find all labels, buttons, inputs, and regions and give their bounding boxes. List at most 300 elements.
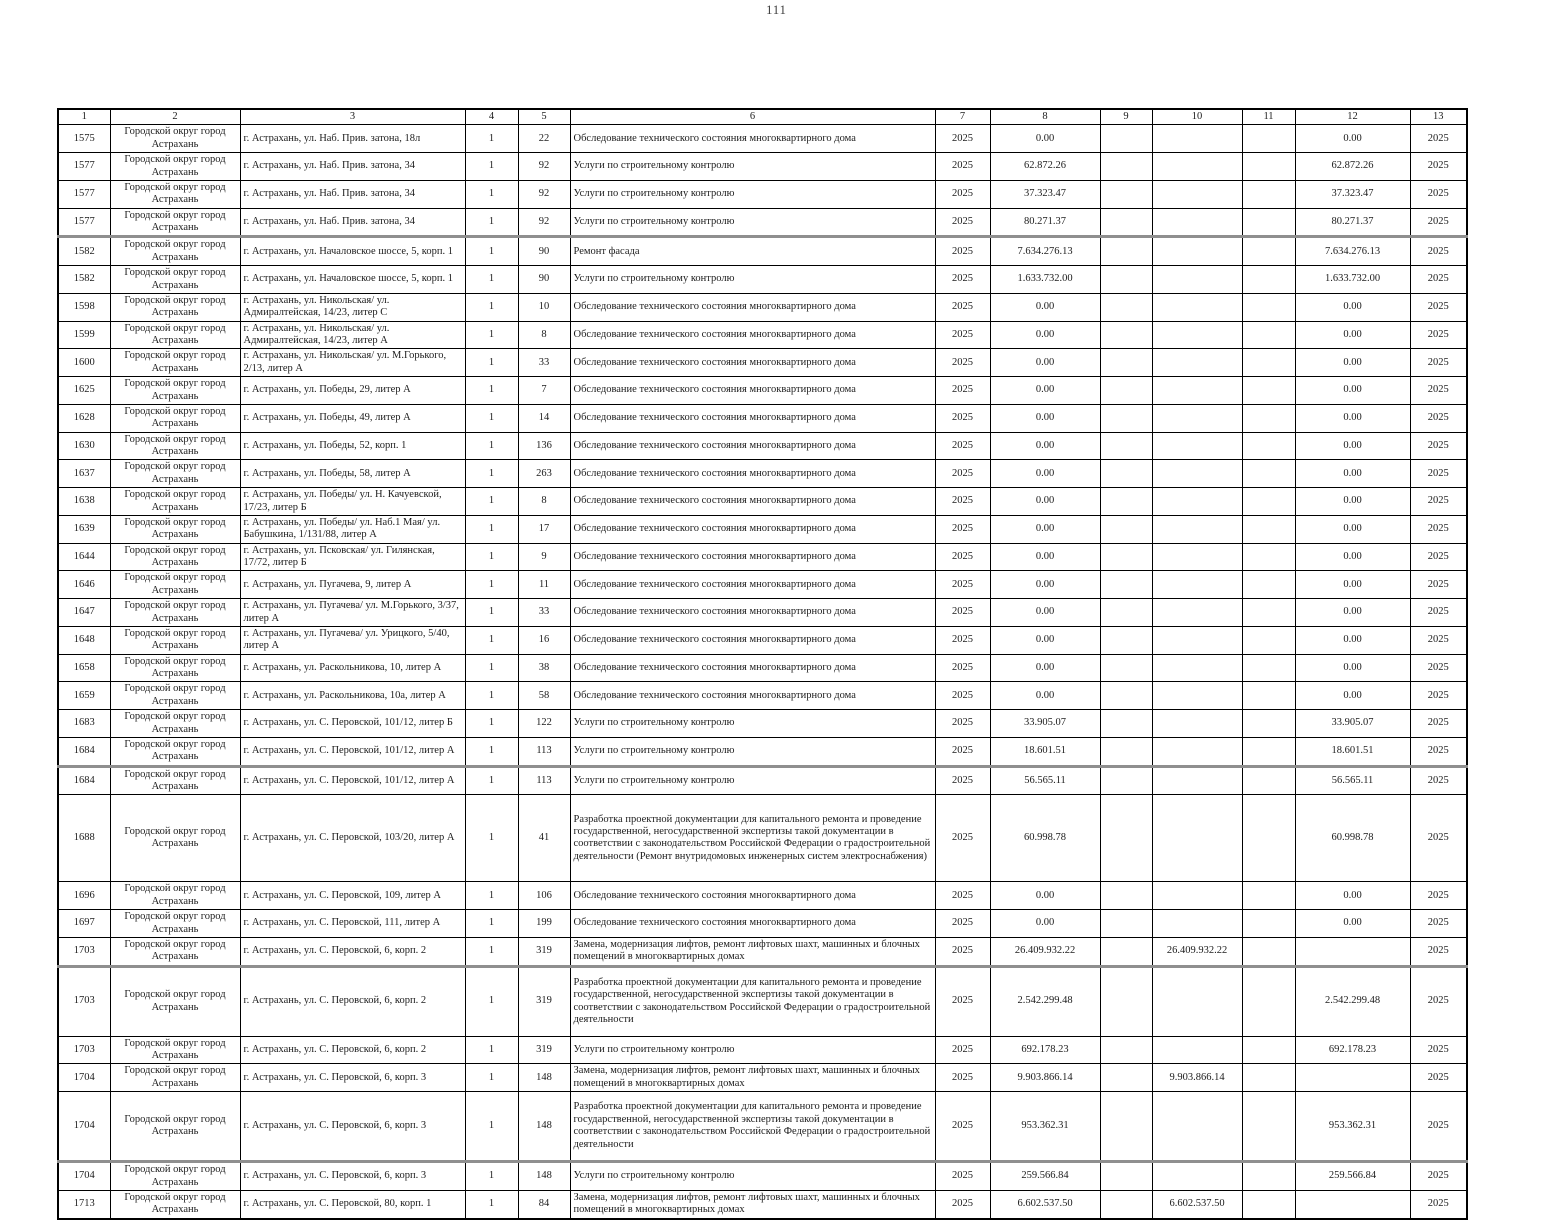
cell-amount-lifts — [1152, 208, 1242, 237]
cell-row-number: 1703 — [58, 937, 110, 966]
cell-col9 — [1100, 293, 1152, 321]
table-row — [58, 1036, 1467, 1064]
cell-col11 — [1242, 710, 1295, 738]
table-row — [58, 404, 1467, 432]
cell-year-end: 2025 — [1410, 404, 1467, 432]
cell-col9 — [1100, 266, 1152, 294]
cell-address: г. Астрахань, ул. Пугачева/ ул. М.Горького, 3/37, литер А — [240, 599, 465, 627]
cell-district: Городской округ город Астрахань — [110, 321, 240, 349]
cell-col5: 263 — [518, 460, 570, 488]
cell-work-type: Разработка проектной документации для капитального ремонта и проведение государственной, негосударственной экспертизы такой документации в соответствии с законодательством Российской Федерации о градостроительной деятельности — [570, 966, 935, 1036]
cell-row-number: 1598 — [58, 293, 110, 321]
cell-row-number: 1696 — [58, 882, 110, 910]
cell-col4: 1 — [465, 515, 518, 543]
cell-amount-total: 259.566.84 — [990, 1162, 1100, 1191]
cell-col11 — [1242, 180, 1295, 208]
cell-col4: 1 — [465, 1092, 518, 1162]
cell-amount-other: 0.00 — [1295, 599, 1410, 627]
cell-amount-lifts — [1152, 1036, 1242, 1064]
cell-district: Городской округ город Астрахань — [110, 180, 240, 208]
cell-col9 — [1100, 377, 1152, 405]
cell-amount-lifts — [1152, 1162, 1242, 1191]
header-col-1: 1 — [58, 109, 110, 125]
cell-year: 2025 — [935, 737, 990, 766]
cell-year: 2025 — [935, 766, 990, 795]
cell-row-number: 1582 — [58, 266, 110, 294]
cell-col4: 1 — [465, 404, 518, 432]
cell-row-number: 1658 — [58, 654, 110, 682]
cell-col5: 58 — [518, 682, 570, 710]
table-row — [58, 180, 1467, 208]
cell-col9 — [1100, 543, 1152, 571]
cell-district: Городской округ город Астрахань — [110, 488, 240, 516]
cell-year: 2025 — [935, 237, 990, 266]
cell-amount-other: 33.905.07 — [1295, 710, 1410, 738]
cell-amount-total: 0.00 — [990, 125, 1100, 153]
header-col-2: 2 — [110, 109, 240, 125]
cell-address: г. Астрахань, ул. Псковская/ ул. Гилянская, 17/72, литер Б — [240, 543, 465, 571]
cell-col4: 1 — [465, 153, 518, 181]
cell-col9 — [1100, 710, 1152, 738]
cell-year-end: 2025 — [1410, 237, 1467, 266]
table-row — [58, 966, 1467, 1036]
cell-year-end: 2025 — [1410, 599, 1467, 627]
cell-year: 2025 — [935, 208, 990, 237]
cell-row-number: 1600 — [58, 349, 110, 377]
cell-year-end: 2025 — [1410, 710, 1467, 738]
cell-amount-other: 80.271.37 — [1295, 208, 1410, 237]
cell-year-end: 2025 — [1410, 1064, 1467, 1092]
cell-col5: 22 — [518, 125, 570, 153]
cell-amount-lifts — [1152, 432, 1242, 460]
cell-year: 2025 — [935, 515, 990, 543]
cell-col11 — [1242, 599, 1295, 627]
cell-col5: 148 — [518, 1092, 570, 1162]
cell-amount-other: 259.566.84 — [1295, 1162, 1410, 1191]
header-col-5: 5 — [518, 109, 570, 125]
cell-amount-lifts — [1152, 795, 1242, 882]
table-row — [58, 710, 1467, 738]
cell-amount-total: 692.178.23 — [990, 1036, 1100, 1064]
cell-amount-total: 62.872.26 — [990, 153, 1100, 181]
table-row — [58, 599, 1467, 627]
cell-col5: 122 — [518, 710, 570, 738]
cell-col9 — [1100, 153, 1152, 181]
cell-col5: 11 — [518, 571, 570, 599]
cell-row-number: 1688 — [58, 795, 110, 882]
table-row — [58, 153, 1467, 181]
cell-col11 — [1242, 153, 1295, 181]
cell-col9 — [1100, 882, 1152, 910]
cell-work-type: Обследование технического состояния многоквартирного дома — [570, 682, 935, 710]
cell-district: Городской округ город Астрахань — [110, 910, 240, 938]
cell-row-number: 1704 — [58, 1092, 110, 1162]
cell-col11 — [1242, 543, 1295, 571]
cell-amount-other: 953.362.31 — [1295, 1092, 1410, 1162]
cell-district: Городской округ город Астрахань — [110, 654, 240, 682]
cell-amount-total: 0.00 — [990, 882, 1100, 910]
cell-amount-lifts — [1152, 293, 1242, 321]
table-row — [58, 432, 1467, 460]
cell-year-end: 2025 — [1410, 153, 1467, 181]
cell-district: Городской округ город Астрахань — [110, 208, 240, 237]
cell-amount-total: 0.00 — [990, 515, 1100, 543]
cell-address: г. Астрахань, ул. Началовское шоссе, 5, корп. 1 — [240, 237, 465, 266]
cell-row-number: 1577 — [58, 208, 110, 237]
cell-col9 — [1100, 321, 1152, 349]
page-number: 111 — [766, 3, 787, 17]
cell-col5: 38 — [518, 654, 570, 682]
cell-year: 2025 — [935, 1092, 990, 1162]
cell-col5: 9 — [518, 543, 570, 571]
cell-district: Городской округ город Астрахань — [110, 795, 240, 882]
cell-amount-total: 37.323.47 — [990, 180, 1100, 208]
cell-district: Городской округ город Астрахань — [110, 1064, 240, 1092]
table-row — [58, 293, 1467, 321]
cell-district: Городской округ город Астрахань — [110, 460, 240, 488]
cell-col5: 319 — [518, 937, 570, 966]
cell-col9 — [1100, 599, 1152, 627]
cell-col11 — [1242, 937, 1295, 966]
cell-district: Городской округ город Астрахань — [110, 349, 240, 377]
cell-col5: 90 — [518, 237, 570, 266]
cell-amount-total: 26.409.932.22 — [990, 937, 1100, 966]
cell-col5: 90 — [518, 266, 570, 294]
cell-col11 — [1242, 1064, 1295, 1092]
cell-row-number: 1639 — [58, 515, 110, 543]
cell-year-end: 2025 — [1410, 910, 1467, 938]
cell-work-type: Услуги по строительному контролю — [570, 208, 935, 237]
cell-amount-other: 0.00 — [1295, 432, 1410, 460]
cell-col4: 1 — [465, 321, 518, 349]
cell-col9 — [1100, 208, 1152, 237]
cell-work-type: Обследование технического состояния многоквартирного дома — [570, 432, 935, 460]
cell-amount-total: 0.00 — [990, 571, 1100, 599]
cell-amount-total: 9.903.866.14 — [990, 1064, 1100, 1092]
cell-work-type: Обследование технического состояния многоквартирного дома — [570, 571, 935, 599]
cell-col9 — [1100, 910, 1152, 938]
cell-year-end: 2025 — [1410, 1092, 1467, 1162]
cell-col11 — [1242, 737, 1295, 766]
cell-amount-total: 56.565.11 — [990, 766, 1100, 795]
cell-amount-total: 0.00 — [990, 404, 1100, 432]
cell-col4: 1 — [465, 349, 518, 377]
cell-work-type: Ремонт фасада — [570, 237, 935, 266]
cell-year: 2025 — [935, 626, 990, 654]
table-row — [58, 766, 1467, 795]
cell-col4: 1 — [465, 543, 518, 571]
cell-work-type: Замена, модернизация лифтов, ремонт лифтовых шахт, машинных и блочных помещений в многоквартирных домах — [570, 1064, 935, 1092]
cell-col9 — [1100, 460, 1152, 488]
cell-year: 2025 — [935, 1064, 990, 1092]
cell-amount-total: 18.601.51 — [990, 737, 1100, 766]
cell-col9 — [1100, 237, 1152, 266]
cell-col9 — [1100, 1036, 1152, 1064]
cell-col4: 1 — [465, 682, 518, 710]
cell-amount-other: 0.00 — [1295, 377, 1410, 405]
cell-amount-total: 0.00 — [990, 432, 1100, 460]
cell-amount-total: 1.633.732.00 — [990, 266, 1100, 294]
cell-district: Городской округ город Астрахань — [110, 626, 240, 654]
cell-row-number: 1704 — [58, 1162, 110, 1191]
cell-col11 — [1242, 432, 1295, 460]
cell-amount-total: 0.00 — [990, 599, 1100, 627]
cell-col4: 1 — [465, 1162, 518, 1191]
cell-col11 — [1242, 1036, 1295, 1064]
cell-amount-total: 953.362.31 — [990, 1092, 1100, 1162]
cell-amount-lifts: 6.602.537.50 — [1152, 1190, 1242, 1218]
cell-address: г. Астрахань, ул. С. Перовской, 111, литер А — [240, 910, 465, 938]
cell-year: 2025 — [935, 966, 990, 1036]
cell-work-type: Обследование технического состояния многоквартирного дома — [570, 321, 935, 349]
cell-amount-lifts — [1152, 460, 1242, 488]
cell-address: г. Астрахань, ул. Пугачева/ ул. Урицкого, 5/40, литер А — [240, 626, 465, 654]
cell-work-type: Обследование технического состояния многоквартирного дома — [570, 910, 935, 938]
table-row — [58, 654, 1467, 682]
cell-col5: 113 — [518, 766, 570, 795]
cell-address: г. Астрахань, ул. Победы/ ул. Н. Качуевской, 17/23, литер Б — [240, 488, 465, 516]
cell-address: г. Астрахань, ул. С. Перовской, 109, литер А — [240, 882, 465, 910]
cell-work-type: Услуги по строительному контролю — [570, 153, 935, 181]
table-header-row — [58, 109, 1467, 125]
cell-year: 2025 — [935, 710, 990, 738]
cell-col5: 106 — [518, 882, 570, 910]
cell-amount-lifts — [1152, 766, 1242, 795]
cell-col4: 1 — [465, 1064, 518, 1092]
cell-amount-other: 7.634.276.13 — [1295, 237, 1410, 266]
cell-col5: 148 — [518, 1064, 570, 1092]
cell-col9 — [1100, 1162, 1152, 1191]
cell-amount-lifts — [1152, 543, 1242, 571]
cell-district: Городской округ город Астрахань — [110, 1162, 240, 1191]
cell-district: Городской округ город Астрахань — [110, 293, 240, 321]
cell-row-number: 1599 — [58, 321, 110, 349]
cell-row-number: 1637 — [58, 460, 110, 488]
header-col-9: 9 — [1100, 109, 1152, 125]
cell-col11 — [1242, 910, 1295, 938]
cell-amount-lifts — [1152, 349, 1242, 377]
cell-amount-total: 7.634.276.13 — [990, 237, 1100, 266]
cell-col4: 1 — [465, 599, 518, 627]
cell-district: Городской округ город Астрахань — [110, 966, 240, 1036]
header-col-8: 8 — [990, 109, 1100, 125]
cell-amount-total: 33.905.07 — [990, 710, 1100, 738]
cell-year-end: 2025 — [1410, 208, 1467, 237]
cell-col4: 1 — [465, 293, 518, 321]
cell-year: 2025 — [935, 377, 990, 405]
cell-col5: 10 — [518, 293, 570, 321]
cell-year-end: 2025 — [1410, 626, 1467, 654]
cell-address: г. Астрахань, ул. С. Перовской, 6, корп. 2 — [240, 937, 465, 966]
header-col-6: 6 — [570, 109, 935, 125]
cell-address: г. Астрахань, ул. Наб. Прив. затона, 34 — [240, 153, 465, 181]
cell-address: г. Астрахань, ул. С. Перовской, 101/12, литер А — [240, 737, 465, 766]
cell-col9 — [1100, 654, 1152, 682]
cell-work-type: Обследование технического состояния многоквартирного дома — [570, 626, 935, 654]
cell-amount-lifts — [1152, 153, 1242, 181]
cell-year: 2025 — [935, 404, 990, 432]
cell-amount-other: 692.178.23 — [1295, 1036, 1410, 1064]
cell-row-number: 1628 — [58, 404, 110, 432]
cell-address: г. Астрахань, ул. Пугачева, 9, литер А — [240, 571, 465, 599]
cell-amount-other: 0.00 — [1295, 349, 1410, 377]
cell-year: 2025 — [935, 571, 990, 599]
table-row — [58, 1064, 1467, 1092]
cell-col4: 1 — [465, 377, 518, 405]
cell-amount-lifts — [1152, 237, 1242, 266]
cell-col5: 199 — [518, 910, 570, 938]
cell-year: 2025 — [935, 266, 990, 294]
table-row — [58, 237, 1467, 266]
cell-amount-lifts — [1152, 626, 1242, 654]
cell-amount-lifts — [1152, 737, 1242, 766]
cell-work-type: Услуги по строительному контролю — [570, 1162, 935, 1191]
cell-col9 — [1100, 1190, 1152, 1218]
cell-year-end: 2025 — [1410, 321, 1467, 349]
cell-year: 2025 — [935, 795, 990, 882]
cell-year: 2025 — [935, 882, 990, 910]
cell-col4: 1 — [465, 766, 518, 795]
cell-address: г. Астрахань, ул. Наб. Прив. затона, 18л — [240, 125, 465, 153]
cell-amount-lifts — [1152, 682, 1242, 710]
cell-year-end: 2025 — [1410, 571, 1467, 599]
cell-col4: 1 — [465, 654, 518, 682]
cell-amount-other: 60.998.78 — [1295, 795, 1410, 882]
table-row — [58, 1162, 1467, 1191]
cell-year: 2025 — [935, 1190, 990, 1218]
cell-col5: 7 — [518, 377, 570, 405]
cell-col4: 1 — [465, 460, 518, 488]
cell-col4: 1 — [465, 266, 518, 294]
cell-row-number: 1646 — [58, 571, 110, 599]
cell-col4: 1 — [465, 710, 518, 738]
cell-year-end: 2025 — [1410, 966, 1467, 1036]
cell-row-number: 1630 — [58, 432, 110, 460]
cell-amount-total: 0.00 — [990, 910, 1100, 938]
cell-work-type: Обследование технического состояния многоквартирного дома — [570, 515, 935, 543]
cell-row-number: 1638 — [58, 488, 110, 516]
cell-work-type: Обследование технического состояния многоквартирного дома — [570, 599, 935, 627]
cell-amount-lifts: 26.409.932.22 — [1152, 937, 1242, 966]
cell-col5: 319 — [518, 966, 570, 1036]
cell-work-type: Обследование технического состояния многоквартирного дома — [570, 125, 935, 153]
cell-amount-other: 0.00 — [1295, 125, 1410, 153]
cell-col11 — [1242, 1092, 1295, 1162]
cell-district: Городской округ город Астрахань — [110, 432, 240, 460]
cell-col11 — [1242, 460, 1295, 488]
cell-amount-total: 0.00 — [990, 488, 1100, 516]
cell-district: Городской округ город Астрахань — [110, 766, 240, 795]
header-col-10: 10 — [1152, 109, 1242, 125]
cell-amount-other: 0.00 — [1295, 293, 1410, 321]
cell-col11 — [1242, 626, 1295, 654]
cell-col5: 33 — [518, 599, 570, 627]
table-row — [58, 882, 1467, 910]
cell-col5: 92 — [518, 180, 570, 208]
cell-col11 — [1242, 571, 1295, 599]
cell-district: Городской округ город Астрахань — [110, 1190, 240, 1218]
cell-amount-lifts — [1152, 266, 1242, 294]
cell-year-end: 2025 — [1410, 737, 1467, 766]
cell-col11 — [1242, 488, 1295, 516]
cell-amount-other: 0.00 — [1295, 515, 1410, 543]
cell-year-end: 2025 — [1410, 654, 1467, 682]
cell-row-number: 1703 — [58, 1036, 110, 1064]
cell-district: Городской округ город Астрахань — [110, 737, 240, 766]
table-row — [58, 737, 1467, 766]
cell-amount-total: 0.00 — [990, 682, 1100, 710]
cell-district: Городской округ город Астрахань — [110, 543, 240, 571]
cell-row-number: 1703 — [58, 966, 110, 1036]
cell-col4: 1 — [465, 910, 518, 938]
cell-col5: 84 — [518, 1190, 570, 1218]
cell-col9 — [1100, 682, 1152, 710]
cell-year: 2025 — [935, 180, 990, 208]
cell-work-type: Услуги по строительному контролю — [570, 266, 935, 294]
cell-address: г. Астрахань, ул. Победы/ ул. Наб.1 Мая/ ул. Бабушкина, 1/131/88, литер А — [240, 515, 465, 543]
cell-year-end: 2025 — [1410, 1190, 1467, 1218]
cell-year-end: 2025 — [1410, 125, 1467, 153]
cell-district: Городской округ город Астрахань — [110, 153, 240, 181]
cell-col11 — [1242, 125, 1295, 153]
table-row — [58, 125, 1467, 153]
cell-amount-total: 0.00 — [990, 293, 1100, 321]
cell-col11 — [1242, 208, 1295, 237]
cell-amount-other: 0.00 — [1295, 460, 1410, 488]
cell-col11 — [1242, 882, 1295, 910]
cell-amount-other: 0.00 — [1295, 488, 1410, 516]
cell-row-number: 1577 — [58, 153, 110, 181]
cell-year-end: 2025 — [1410, 432, 1467, 460]
cell-work-type: Разработка проектной документации для капитального ремонта и проведение государственной, негосударственной экспертизы такой документации в соответствии с законодательством Российской Федерации о градостроительной деятельности — [570, 1092, 935, 1162]
cell-year-end: 2025 — [1410, 266, 1467, 294]
cell-col11 — [1242, 404, 1295, 432]
cell-address: г. Астрахань, ул. Никольская/ ул. Адмиралтейская, 14/23, литер С — [240, 293, 465, 321]
table-row — [58, 1190, 1467, 1218]
cell-amount-other — [1295, 937, 1410, 966]
table-row — [58, 571, 1467, 599]
cell-col5: 17 — [518, 515, 570, 543]
cell-address: г. Астрахань, ул. С. Перовской, 6, корп. 3 — [240, 1162, 465, 1191]
cell-amount-lifts — [1152, 882, 1242, 910]
cell-year: 2025 — [935, 1036, 990, 1064]
cell-address: г. Астрахань, ул. Раскольникова, 10, литер А — [240, 654, 465, 682]
cell-year-end: 2025 — [1410, 1036, 1467, 1064]
cell-col11 — [1242, 349, 1295, 377]
cell-year: 2025 — [935, 1162, 990, 1191]
cell-amount-lifts — [1152, 599, 1242, 627]
cell-col4: 1 — [465, 237, 518, 266]
cell-amount-lifts — [1152, 404, 1242, 432]
cell-col9 — [1100, 515, 1152, 543]
cell-col4: 1 — [465, 1036, 518, 1064]
cell-row-number: 1577 — [58, 180, 110, 208]
cell-work-type: Замена, модернизация лифтов, ремонт лифтовых шахт, машинных и блочных помещений в многоквартирных домах — [570, 937, 935, 966]
table-row — [58, 910, 1467, 938]
cell-row-number: 1625 — [58, 377, 110, 405]
cell-col9 — [1100, 1092, 1152, 1162]
cell-year: 2025 — [935, 293, 990, 321]
table-row — [58, 682, 1467, 710]
cell-amount-total: 0.00 — [990, 654, 1100, 682]
cell-amount-other: 37.323.47 — [1295, 180, 1410, 208]
cell-amount-lifts — [1152, 377, 1242, 405]
cell-district: Городской округ город Астрахань — [110, 1092, 240, 1162]
cell-amount-total: 0.00 — [990, 543, 1100, 571]
cell-district: Городской округ город Астрахань — [110, 237, 240, 266]
cell-row-number: 1684 — [58, 766, 110, 795]
table-body — [58, 125, 1467, 1219]
